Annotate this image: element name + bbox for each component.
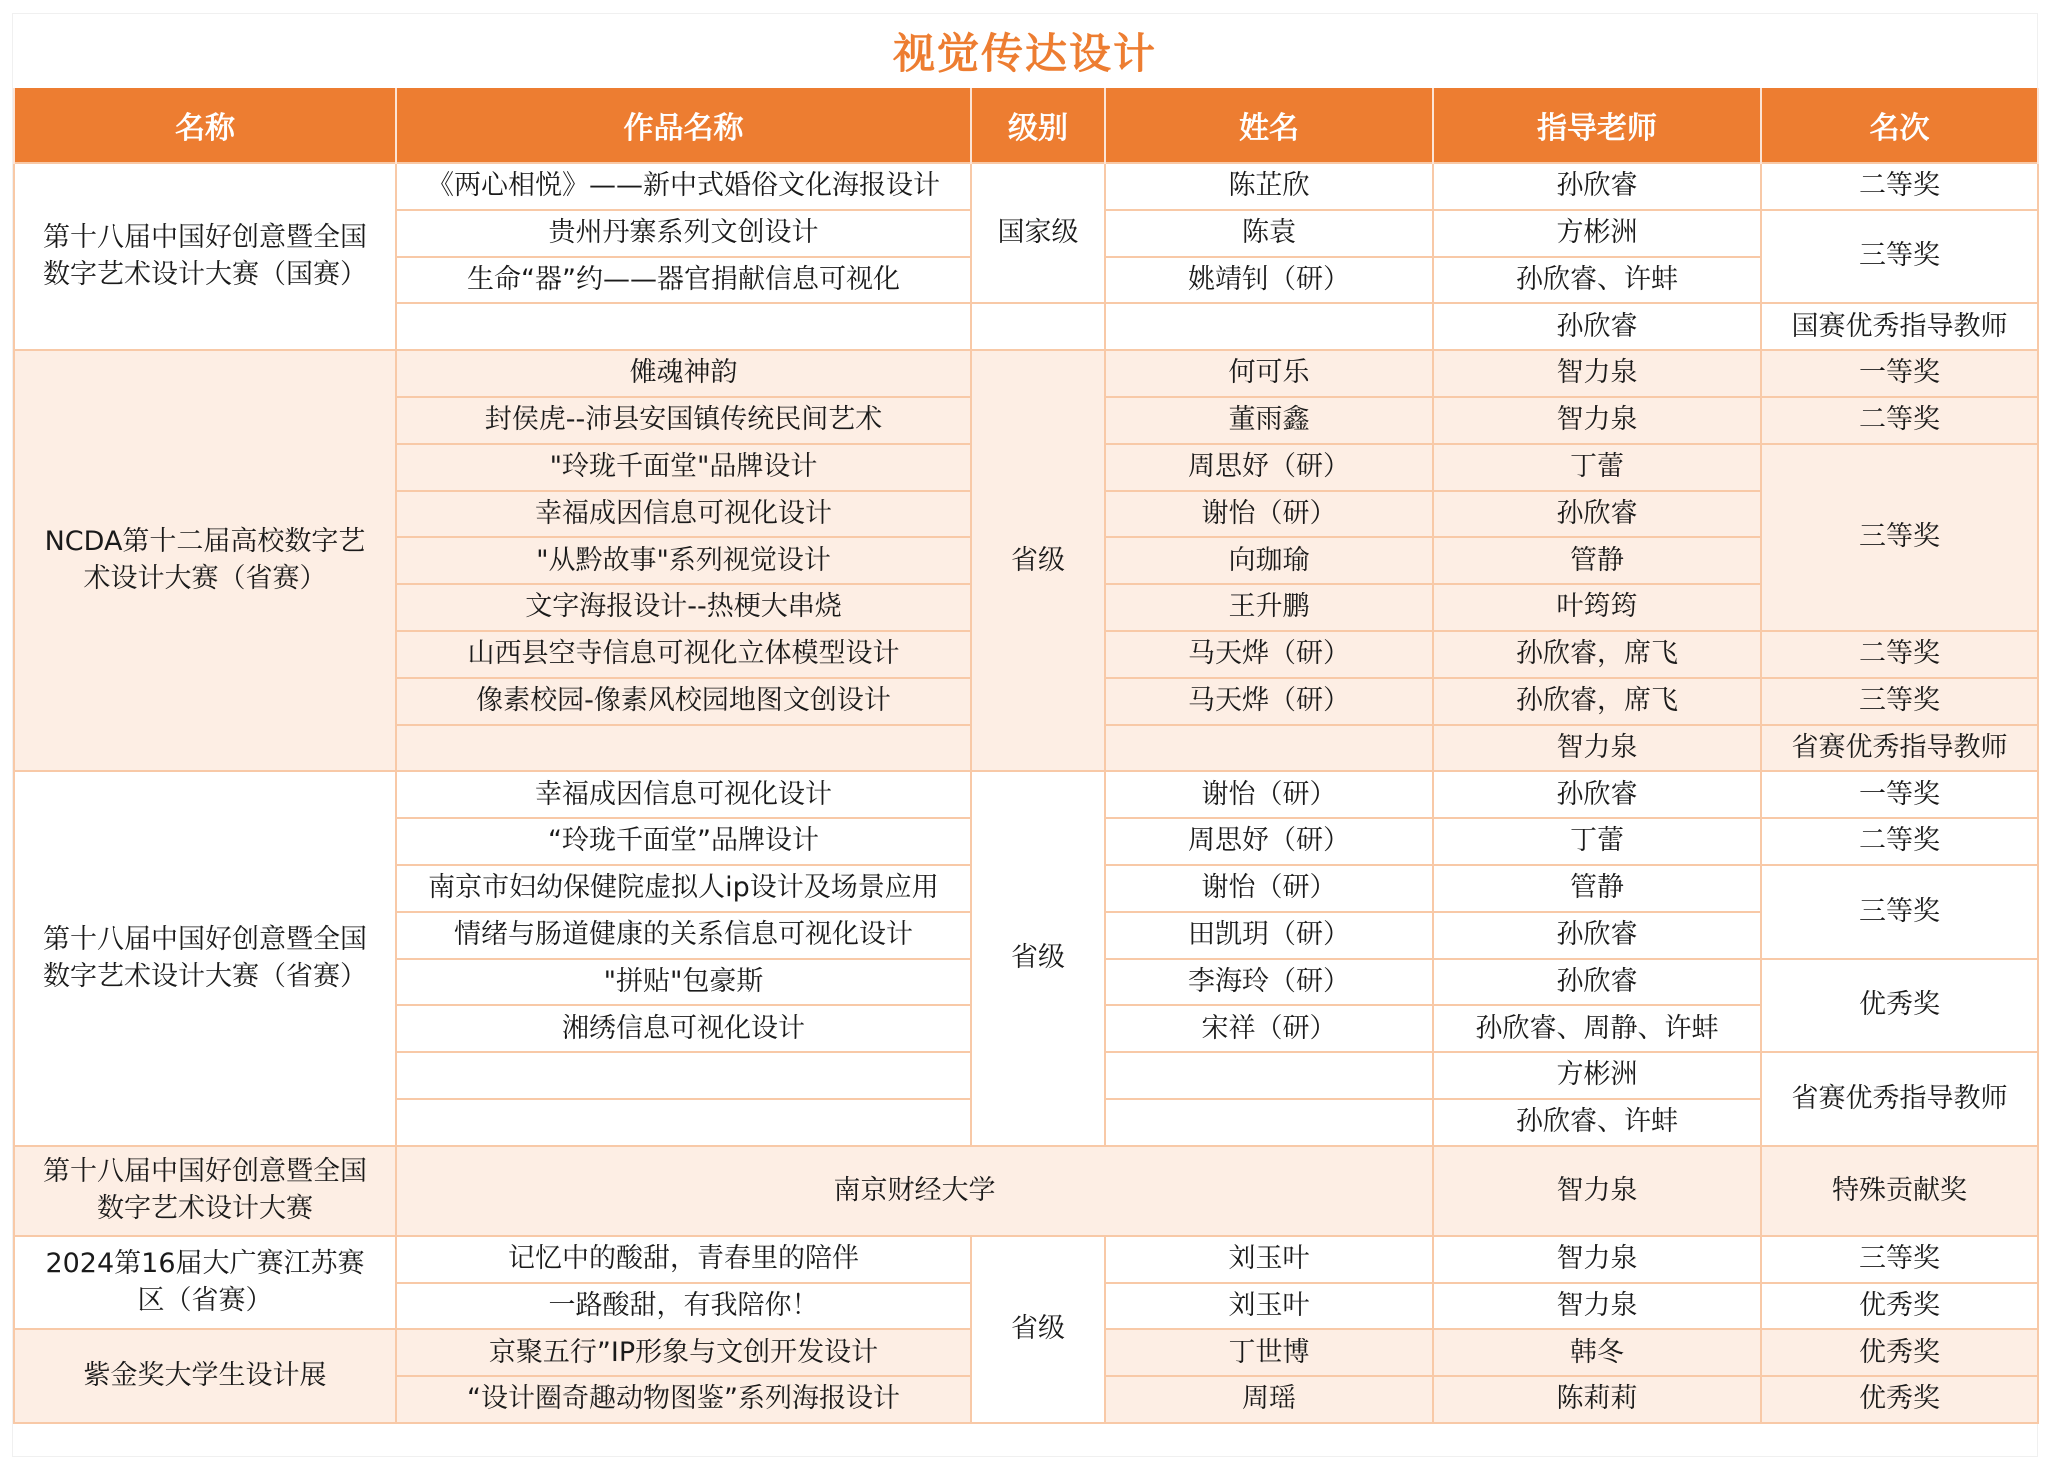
teacher-name: 智力泉 — [1433, 1283, 1761, 1330]
work-title: “玲珑千面堂”品牌设计 — [396, 818, 971, 865]
header-rank: 名次 — [1761, 88, 2038, 163]
table-row — [14, 350, 2038, 397]
student-name: 丁世博 — [1105, 1329, 1433, 1376]
competition-name: 第十八届中国好创意暨全国数字艺术设计大赛（国赛） — [14, 163, 396, 350]
student-name — [1105, 1099, 1433, 1146]
award-level: 国家级 — [971, 163, 1105, 303]
work-title: 情绪与肠道健康的关系信息可视化设计 — [396, 912, 971, 959]
table-row — [14, 1146, 2038, 1236]
header-teacher: 指导老师 — [1433, 88, 1761, 163]
teacher-name: 智力泉 — [1433, 350, 1761, 397]
work-title: 贵州丹寨系列文创设计 — [396, 210, 971, 257]
award-rank: 优秀奖 — [1761, 1283, 2038, 1330]
teacher-name: 孙欣睿 — [1433, 959, 1761, 1006]
header-row — [14, 88, 2038, 163]
student-name: 陈袁 — [1105, 210, 1433, 257]
work-title — [396, 1052, 971, 1099]
university-name: 南京财经大学 — [396, 1146, 1433, 1236]
student-name: 谢怡（研） — [1105, 771, 1433, 818]
award-rank: 三等奖 — [1761, 210, 2038, 304]
student-name: 陈芷欣 — [1105, 163, 1433, 210]
work-title: “设计圈奇趣动物图鉴”系列海报设计 — [396, 1376, 971, 1423]
award-level: 省级 — [971, 771, 1105, 1145]
award-rank: 三等奖 — [1761, 865, 2038, 959]
teacher-name: 孙欣睿，席飞 — [1433, 678, 1761, 725]
student-name: 刘玉叶 — [1105, 1236, 1433, 1283]
awards-table — [13, 88, 2039, 1424]
student-name: 周思妤（研） — [1105, 444, 1433, 491]
work-title: 京聚五行”IP形象与文创开发设计 — [396, 1329, 971, 1376]
work-title: 幸福成因信息可视化设计 — [396, 771, 971, 818]
student-name: 宋祥（研） — [1105, 1005, 1433, 1052]
student-name: 向珈瑜 — [1105, 537, 1433, 584]
award-rank: 优秀奖 — [1761, 1376, 2038, 1423]
student-name — [1105, 303, 1433, 350]
award-rank: 三等奖 — [1761, 1236, 2038, 1283]
work-title: 生命“器”约——器官捐献信息可视化 — [396, 257, 971, 304]
work-title: 湘绣信息可视化设计 — [396, 1005, 971, 1052]
teacher-name: 孙欣睿、周静、许蚌 — [1433, 1005, 1761, 1052]
teacher-name: 方彬洲 — [1433, 210, 1761, 257]
work-title: "玲珑千面堂"品牌设计 — [396, 444, 971, 491]
teacher-name: 孙欣睿 — [1433, 912, 1761, 959]
work-title: 山西县空寺信息可视化立体模型设计 — [396, 631, 971, 678]
teacher-name: 智力泉 — [1433, 1146, 1761, 1236]
work-title: 傩魂神韵 — [396, 350, 971, 397]
work-title: 记忆中的酸甜，青春里的陪伴 — [396, 1236, 971, 1283]
teacher-name: 智力泉 — [1433, 725, 1761, 772]
student-name — [1105, 1052, 1433, 1099]
competition-name: 2024第16届大广赛江苏赛区（省赛） — [14, 1236, 396, 1330]
work-title — [396, 303, 971, 350]
award-rank: 二等奖 — [1761, 397, 2038, 444]
student-name: 姚靖钊（研） — [1105, 257, 1433, 304]
award-rank: 省赛优秀指导教师 — [1761, 1052, 2038, 1146]
teacher-name: 孙欣睿 — [1433, 491, 1761, 538]
teacher-name: 管静 — [1433, 537, 1761, 584]
award-level: 省级 — [971, 350, 1105, 771]
student-name: 何可乐 — [1105, 350, 1433, 397]
header-student: 姓名 — [1105, 88, 1433, 163]
teacher-name: 智力泉 — [1433, 397, 1761, 444]
work-title — [396, 1099, 971, 1146]
teacher-name: 孙欣睿，席飞 — [1433, 631, 1761, 678]
teacher-name: 陈莉莉 — [1433, 1376, 1761, 1423]
work-title: 幸福成因信息可视化设计 — [396, 491, 971, 538]
award-rank: 二等奖 — [1761, 631, 2038, 678]
teacher-name: 管静 — [1433, 865, 1761, 912]
work-title: 《两心相悦》——新中式婚俗文化海报设计 — [396, 163, 971, 210]
student-name: 马天烨（研） — [1105, 631, 1433, 678]
teacher-name: 孙欣睿 — [1433, 771, 1761, 818]
competition-name: 紫金奖大学生设计展 — [14, 1329, 396, 1423]
award-sheet — [12, 13, 2038, 1457]
table-row — [14, 771, 2038, 818]
award-rank: 二等奖 — [1761, 818, 2038, 865]
award-rank: 二等奖 — [1761, 163, 2038, 210]
teacher-name: 孙欣睿 — [1433, 163, 1761, 210]
teacher-name: 孙欣睿 — [1433, 303, 1761, 350]
work-title: "拼贴"包豪斯 — [396, 959, 971, 1006]
teacher-name: 韩冬 — [1433, 1329, 1761, 1376]
student-name: 王升鹏 — [1105, 584, 1433, 631]
header-level: 级别 — [971, 88, 1105, 163]
competition-name: NCDA第十二届高校数字艺术设计大赛（省赛） — [14, 350, 396, 771]
work-title: 南京市妇幼保健院虚拟人ip设计及场景应用 — [396, 865, 971, 912]
student-name — [1105, 725, 1433, 772]
teacher-name: 丁蕾 — [1433, 818, 1761, 865]
teacher-name: 智力泉 — [1433, 1236, 1761, 1283]
student-name: 田凯玥（研） — [1105, 912, 1433, 959]
student-name: 董雨鑫 — [1105, 397, 1433, 444]
award-rank: 省赛优秀指导教师 — [1761, 725, 2038, 772]
teacher-name: 丁蕾 — [1433, 444, 1761, 491]
work-title: 一路酸甜，有我陪你！ — [396, 1283, 971, 1330]
award-rank: 特殊贡献奖 — [1761, 1146, 2038, 1236]
work-title — [396, 725, 971, 772]
header-competition: 名称 — [14, 88, 396, 163]
award-rank: 一等奖 — [1761, 771, 2038, 818]
teacher-name: 孙欣睿、许蚌 — [1433, 257, 1761, 304]
teacher-name: 方彬洲 — [1433, 1052, 1761, 1099]
table-row — [14, 163, 2038, 210]
award-rank: 三等奖 — [1761, 678, 2038, 725]
award-rank: 三等奖 — [1761, 444, 2038, 631]
student-name: 周瑶 — [1105, 1376, 1433, 1423]
student-name: 谢怡（研） — [1105, 865, 1433, 912]
competition-name: 第十八届中国好创意暨全国数字艺术设计大赛（省赛） — [14, 771, 396, 1145]
competition-name: 第十八届中国好创意暨全国数字艺术设计大赛 — [14, 1146, 396, 1236]
student-name: 李海玲（研） — [1105, 959, 1433, 1006]
teacher-name: 孙欣睿、许蚌 — [1433, 1099, 1761, 1146]
award-level: 省级 — [971, 1236, 1105, 1423]
award-rank: 优秀奖 — [1761, 959, 2038, 1053]
work-title: 文字海报设计--热梗大串烧 — [396, 584, 971, 631]
student-name: 马天烨（研） — [1105, 678, 1433, 725]
table-row — [14, 1236, 2038, 1283]
award-rank: 一等奖 — [1761, 350, 2038, 397]
teacher-name: 叶筠筠 — [1433, 584, 1761, 631]
student-name: 刘玉叶 — [1105, 1283, 1433, 1330]
award-rank: 国赛优秀指导教师 — [1761, 303, 2038, 350]
work-title: 封侯虎--沛县安国镇传统民间艺术 — [396, 397, 971, 444]
award-rank: 优秀奖 — [1761, 1329, 2038, 1376]
page-title: 视觉传达设计 — [892, 29, 1157, 78]
student-name: 周思妤（研） — [1105, 818, 1433, 865]
award-level — [971, 303, 1105, 350]
work-title: 像素校园-像素风校园地图文创设计 — [396, 678, 971, 725]
work-title: "从黔故事"系列视觉设计 — [396, 537, 971, 584]
student-name: 谢怡（研） — [1105, 491, 1433, 538]
header-work: 作品名称 — [396, 88, 971, 163]
